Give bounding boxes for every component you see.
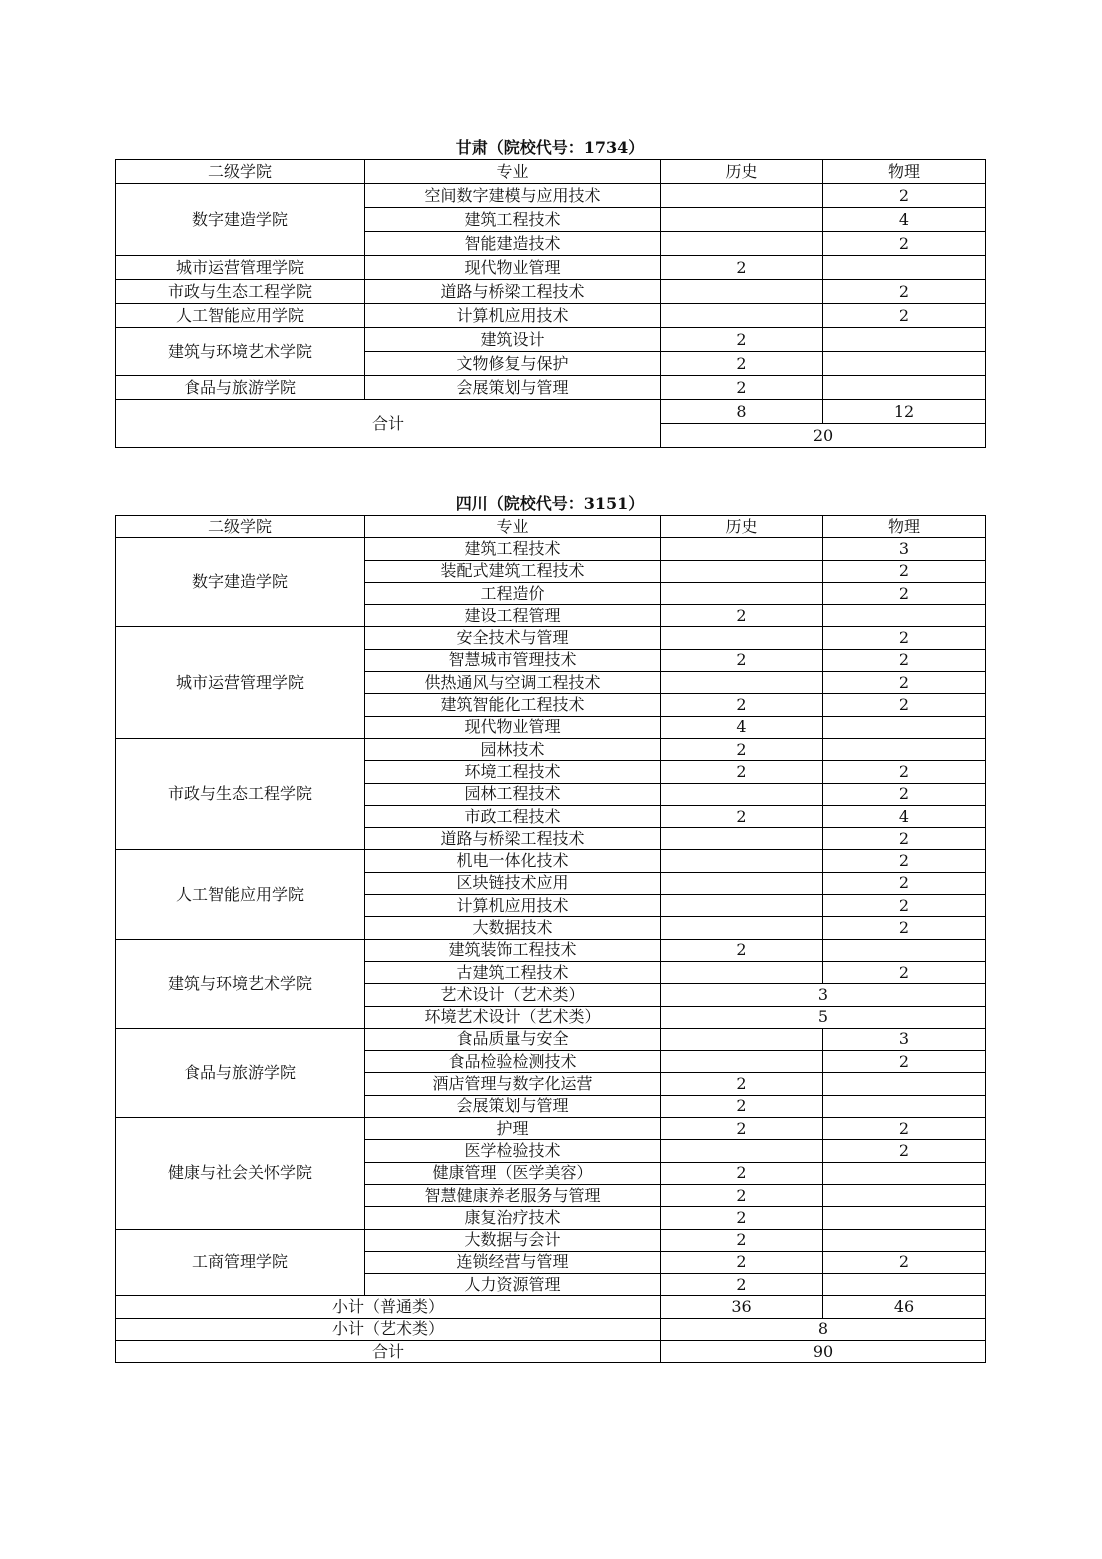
physics-cell: 2 bbox=[823, 961, 986, 983]
college-cell: 建筑与环境艺术学院 bbox=[116, 328, 365, 376]
physics-cell: 2 bbox=[823, 1118, 986, 1140]
physics-cell: 2 bbox=[823, 560, 986, 582]
physics-cell: 3 bbox=[823, 538, 986, 560]
physics-cell bbox=[823, 352, 986, 376]
subtotal-general-history: 36 bbox=[661, 1296, 823, 1318]
physics-cell: 4 bbox=[823, 208, 986, 232]
physics-cell: 2 bbox=[823, 280, 986, 304]
physics-cell bbox=[823, 605, 986, 627]
major-cell: 健康管理（医学美容） bbox=[365, 1162, 661, 1184]
merged-count-cell: 5 bbox=[661, 1006, 986, 1028]
subtotal-art-row bbox=[116, 1318, 986, 1340]
subtotal-art-value: 8 bbox=[661, 1318, 986, 1340]
table-row bbox=[116, 1028, 986, 1050]
physics-cell: 2 bbox=[823, 672, 986, 694]
history-cell bbox=[661, 582, 823, 604]
physics-cell: 2 bbox=[823, 304, 986, 328]
gansu-title: 甘肃（院校代号：1734） bbox=[455, 138, 645, 157]
physics-cell: 2 bbox=[823, 872, 986, 894]
history-cell: 2 bbox=[661, 1118, 823, 1140]
history-cell bbox=[661, 895, 823, 917]
physics-cell: 2 bbox=[823, 761, 986, 783]
major-cell: 区块链技术应用 bbox=[365, 872, 661, 894]
physics-cell bbox=[823, 1184, 986, 1206]
major-cell: 建筑设计 bbox=[365, 328, 661, 352]
major-cell: 大数据技术 bbox=[365, 917, 661, 939]
major-cell: 康复治疗技术 bbox=[365, 1207, 661, 1229]
major-cell: 计算机应用技术 bbox=[365, 895, 661, 917]
major-cell: 会展策划与管理 bbox=[365, 1095, 661, 1117]
history-cell: 2 bbox=[661, 256, 823, 280]
total-label: 合计 bbox=[116, 1340, 661, 1362]
physics-cell: 2 bbox=[823, 694, 986, 716]
major-header: 专业 bbox=[365, 160, 661, 184]
history-cell: 2 bbox=[661, 1207, 823, 1229]
history-cell: 2 bbox=[661, 761, 823, 783]
history-cell: 4 bbox=[661, 716, 823, 738]
history-cell: 2 bbox=[661, 939, 823, 961]
major-cell: 酒店管理与数字化运营 bbox=[365, 1073, 661, 1095]
major-cell: 供热通风与空调工程技术 bbox=[365, 672, 661, 694]
table-row bbox=[116, 328, 986, 352]
table-row bbox=[116, 939, 986, 961]
sichuan-title: 四川（院校代号：3151） bbox=[455, 494, 645, 513]
table-row bbox=[116, 538, 986, 560]
college-header: 二级学院 bbox=[116, 516, 365, 538]
major-cell: 现代物业管理 bbox=[365, 716, 661, 738]
total-row bbox=[116, 400, 986, 424]
history-cell: 2 bbox=[661, 1184, 823, 1206]
history-cell: 2 bbox=[661, 805, 823, 827]
college-cell: 工商管理学院 bbox=[116, 1229, 365, 1296]
history-cell bbox=[661, 917, 823, 939]
table-row bbox=[116, 850, 986, 872]
history-cell bbox=[661, 184, 823, 208]
major-cell: 连锁经营与管理 bbox=[365, 1251, 661, 1273]
total-history: 8 bbox=[661, 400, 823, 424]
physics-cell bbox=[823, 1274, 986, 1296]
physics-cell bbox=[823, 1229, 986, 1251]
college-cell: 数字建造学院 bbox=[116, 184, 365, 256]
major-cell: 园林工程技术 bbox=[365, 783, 661, 805]
major-cell: 空间数字建模与应用技术 bbox=[365, 184, 661, 208]
table-row bbox=[116, 304, 986, 328]
physics-cell bbox=[823, 1095, 986, 1117]
table-row bbox=[116, 280, 986, 304]
major-cell: 园林技术 bbox=[365, 738, 661, 760]
history-cell bbox=[661, 304, 823, 328]
history-cell bbox=[661, 672, 823, 694]
college-cell: 数字建造学院 bbox=[116, 538, 365, 627]
sichuan-table-body bbox=[116, 516, 986, 1363]
college-cell: 城市运营管理学院 bbox=[116, 256, 365, 280]
table-row bbox=[116, 627, 986, 649]
major-cell: 道路与桥梁工程技术 bbox=[365, 280, 661, 304]
subtotal-general-row bbox=[116, 1296, 986, 1318]
major-cell: 智慧健康养老服务与管理 bbox=[365, 1184, 661, 1206]
physics-cell: 2 bbox=[823, 649, 986, 671]
physics-cell: 3 bbox=[823, 1028, 986, 1050]
major-cell: 建筑工程技术 bbox=[365, 208, 661, 232]
header-row bbox=[116, 516, 986, 538]
physics-cell: 2 bbox=[823, 1251, 986, 1273]
physics-cell: 2 bbox=[823, 627, 986, 649]
history-cell: 2 bbox=[661, 605, 823, 627]
college-header: 二级学院 bbox=[116, 160, 365, 184]
physics-cell bbox=[823, 376, 986, 400]
table-row bbox=[116, 256, 986, 280]
physics-cell: 2 bbox=[823, 895, 986, 917]
table-row bbox=[116, 1229, 986, 1251]
history-cell bbox=[661, 280, 823, 304]
major-cell: 艺术设计（艺术类） bbox=[365, 984, 661, 1006]
major-cell: 文物修复与保护 bbox=[365, 352, 661, 376]
sichuan-table bbox=[115, 515, 986, 1363]
table-row bbox=[116, 184, 986, 208]
history-cell: 2 bbox=[661, 328, 823, 352]
physics-cell: 2 bbox=[823, 850, 986, 872]
physics-cell: 2 bbox=[823, 1140, 986, 1162]
gansu-table bbox=[115, 159, 986, 448]
major-cell: 工程造价 bbox=[365, 582, 661, 604]
college-cell: 食品与旅游学院 bbox=[116, 1028, 365, 1117]
table-row bbox=[116, 376, 986, 400]
physics-cell: 4 bbox=[823, 805, 986, 827]
physics-cell: 2 bbox=[823, 917, 986, 939]
major-cell: 大数据与会计 bbox=[365, 1229, 661, 1251]
physics-cell bbox=[823, 328, 986, 352]
total-all: 20 bbox=[661, 424, 986, 448]
major-cell: 人力资源管理 bbox=[365, 1274, 661, 1296]
major-cell: 医学检验技术 bbox=[365, 1140, 661, 1162]
college-cell: 建筑与环境艺术学院 bbox=[116, 939, 365, 1028]
header-row bbox=[116, 160, 986, 184]
history-cell: 2 bbox=[661, 1095, 823, 1117]
physics-cell bbox=[823, 256, 986, 280]
history-header: 历史 bbox=[661, 160, 823, 184]
physics-cell: 2 bbox=[823, 232, 986, 256]
college-cell: 市政与生态工程学院 bbox=[116, 738, 365, 849]
major-cell: 护理 bbox=[365, 1118, 661, 1140]
merged-count-cell: 3 bbox=[661, 984, 986, 1006]
major-cell: 安全技术与管理 bbox=[365, 627, 661, 649]
history-cell bbox=[661, 232, 823, 256]
history-cell bbox=[661, 560, 823, 582]
history-cell: 2 bbox=[661, 1251, 823, 1273]
history-cell bbox=[661, 538, 823, 560]
major-cell: 食品质量与安全 bbox=[365, 1028, 661, 1050]
major-cell: 环境艺术设计（艺术类） bbox=[365, 1006, 661, 1028]
history-cell bbox=[661, 208, 823, 232]
total-label: 合计 bbox=[116, 400, 661, 448]
major-cell: 机电一体化技术 bbox=[365, 850, 661, 872]
history-cell bbox=[661, 872, 823, 894]
total-value: 90 bbox=[661, 1340, 986, 1362]
history-cell: 2 bbox=[661, 1162, 823, 1184]
major-cell: 古建筑工程技术 bbox=[365, 961, 661, 983]
total-row bbox=[116, 1340, 986, 1362]
physics-header: 物理 bbox=[823, 160, 986, 184]
subtotal-art-label: 小计（艺术类） bbox=[116, 1318, 661, 1340]
history-cell bbox=[661, 783, 823, 805]
physics-cell bbox=[823, 1162, 986, 1184]
history-cell: 2 bbox=[661, 376, 823, 400]
major-cell: 道路与桥梁工程技术 bbox=[365, 828, 661, 850]
major-cell: 食品检验检测技术 bbox=[365, 1051, 661, 1073]
physics-cell: 2 bbox=[823, 1051, 986, 1073]
table-row bbox=[116, 1118, 986, 1140]
physics-cell: 2 bbox=[823, 783, 986, 805]
major-cell: 环境工程技术 bbox=[365, 761, 661, 783]
college-cell: 市政与生态工程学院 bbox=[116, 280, 365, 304]
history-cell bbox=[661, 1140, 823, 1162]
physics-cell bbox=[823, 939, 986, 961]
history-cell: 2 bbox=[661, 352, 823, 376]
major-cell: 现代物业管理 bbox=[365, 256, 661, 280]
history-header: 历史 bbox=[661, 516, 823, 538]
physics-cell bbox=[823, 738, 986, 760]
college-cell: 食品与旅游学院 bbox=[116, 376, 365, 400]
major-cell: 建筑智能化工程技术 bbox=[365, 694, 661, 716]
total-physics: 12 bbox=[823, 400, 986, 424]
history-cell: 2 bbox=[661, 694, 823, 716]
major-cell: 智能建造技术 bbox=[365, 232, 661, 256]
history-cell: 2 bbox=[661, 1274, 823, 1296]
major-cell: 建筑工程技术 bbox=[365, 538, 661, 560]
major-cell: 建设工程管理 bbox=[365, 605, 661, 627]
history-cell bbox=[661, 1028, 823, 1050]
subtotal-general-label: 小计（普通类） bbox=[116, 1296, 661, 1318]
major-header: 专业 bbox=[365, 516, 661, 538]
college-cell: 人工智能应用学院 bbox=[116, 850, 365, 939]
physics-cell bbox=[823, 1073, 986, 1095]
physics-cell: 2 bbox=[823, 828, 986, 850]
physics-header: 物理 bbox=[823, 516, 986, 538]
major-cell: 计算机应用技术 bbox=[365, 304, 661, 328]
history-cell: 2 bbox=[661, 1073, 823, 1095]
history-cell bbox=[661, 1051, 823, 1073]
major-cell: 智慧城市管理技术 bbox=[365, 649, 661, 671]
college-cell: 人工智能应用学院 bbox=[116, 304, 365, 328]
history-cell: 2 bbox=[661, 738, 823, 760]
major-cell: 会展策划与管理 bbox=[365, 376, 661, 400]
history-cell: 2 bbox=[661, 649, 823, 671]
physics-cell: 2 bbox=[823, 582, 986, 604]
major-cell: 建筑装饰工程技术 bbox=[365, 939, 661, 961]
table-row bbox=[116, 738, 986, 760]
physics-cell: 2 bbox=[823, 184, 986, 208]
history-cell: 2 bbox=[661, 1229, 823, 1251]
college-cell: 健康与社会关怀学院 bbox=[116, 1118, 365, 1229]
gansu-table-body bbox=[116, 160, 986, 448]
history-cell bbox=[661, 828, 823, 850]
physics-cell bbox=[823, 1207, 986, 1229]
major-cell: 装配式建筑工程技术 bbox=[365, 560, 661, 582]
history-cell bbox=[661, 961, 823, 983]
major-cell: 市政工程技术 bbox=[365, 805, 661, 827]
history-cell bbox=[661, 627, 823, 649]
physics-cell bbox=[823, 716, 986, 738]
college-cell: 城市运营管理学院 bbox=[116, 627, 365, 738]
history-cell bbox=[661, 850, 823, 872]
subtotal-general-physics: 46 bbox=[823, 1296, 986, 1318]
